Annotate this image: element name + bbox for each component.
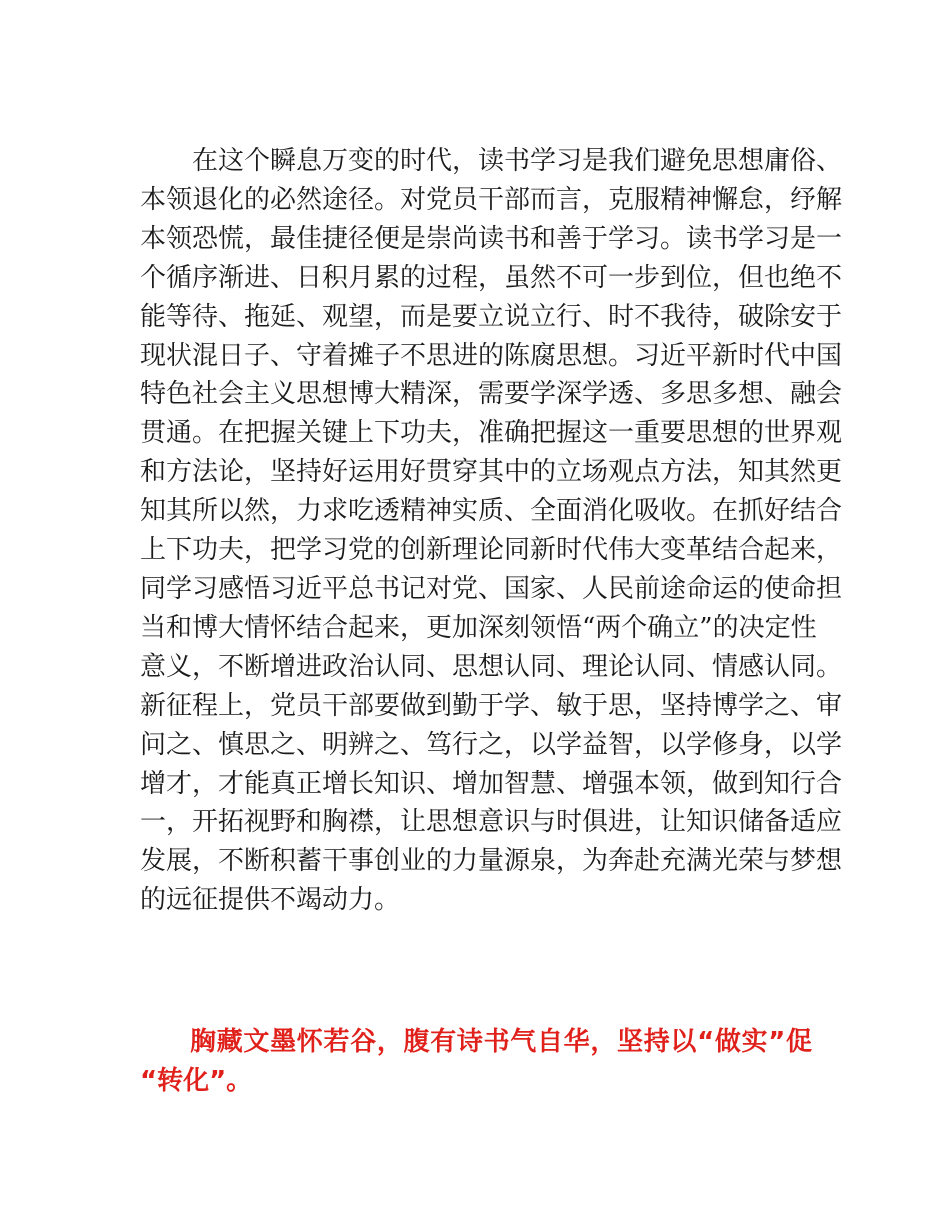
paragraph-line: 新征程上，党员干部要做到勤于学、敏于思，坚持博学之、审 — [140, 690, 843, 721]
paragraph-line: 本领恐慌，最佳捷径便是崇尚读书和善于学习。读书学习是一 — [140, 223, 843, 254]
paragraph-line: 贯通。在把握关键上下功夫，准确把握这一重要思想的世界观 — [140, 418, 843, 449]
paragraph-line: 当和博大情怀结合起来，更加深刻领悟“两个确立”的决定性 — [140, 612, 817, 643]
section-heading — [140, 1023, 812, 1101]
paragraph-line: 在这个瞬息万变的时代，读书学习是我们避免思想庸俗、 — [192, 146, 843, 176]
paragraph-line: 同学习感悟习近平总书记对党、国家、人民前途命运的使命担 — [140, 573, 843, 604]
paragraph-line: 能等待、拖延、观望，而是要立说立行、时不我待，破除安于 — [140, 301, 843, 332]
body-paragraph — [140, 142, 843, 920]
paragraph-line: 特色社会主义思想博大精深，需要学深学透、多思多想、融会 — [140, 379, 843, 410]
paragraph-line: 发展，不断积蓄干事创业的力量源泉，为奔赴充满光荣与梦想 — [140, 846, 843, 877]
paragraph-line: 问之、慎思之、明辨之、笃行之，以学益智，以学修身，以学 — [140, 729, 843, 760]
paragraph-line: 增才，才能真正增长知识、增加智慧、增强本领，做到知行合 — [140, 768, 843, 799]
paragraph-line: 一，开拓视野和胸襟，让思想意识与时俱进，让知识储备适应 — [140, 807, 843, 838]
paragraph-line: 意义，不断增进政治认同、思想认同、理论认同、情感认同。 — [140, 651, 843, 682]
paragraph-line: 的远征提供不竭动力。 — [140, 885, 401, 916]
paragraph-line: 知其所以然，力求吃透精神实质、全面消化吸收。在抓好结合 — [140, 496, 843, 527]
paragraph-line: 和方法论，坚持好运用好贯穿其中的立场观点方法，知其然更 — [140, 457, 843, 488]
paragraph-line: 本领退化的必然途径。对党员干部而言，克服精神懈怠，纾解 — [140, 184, 843, 215]
paragraph-line: 现状混日子、守着摊子不思进的陈腐思想。习近平新时代中国 — [140, 340, 843, 371]
paragraph-line: 上下功夫，把学习党的创新理论同新时代伟大变革结合起来， — [140, 535, 843, 566]
paragraph-line: 个循序渐进、日积月累的过程，虽然不可一步到位，但也绝不 — [140, 262, 843, 293]
heading-line-1: 胸藏文墨怀若谷，腹有诗书气自华，坚持以“做实”促 — [190, 1027, 812, 1057]
heading-line-2: “转化”。 — [140, 1066, 253, 1096]
